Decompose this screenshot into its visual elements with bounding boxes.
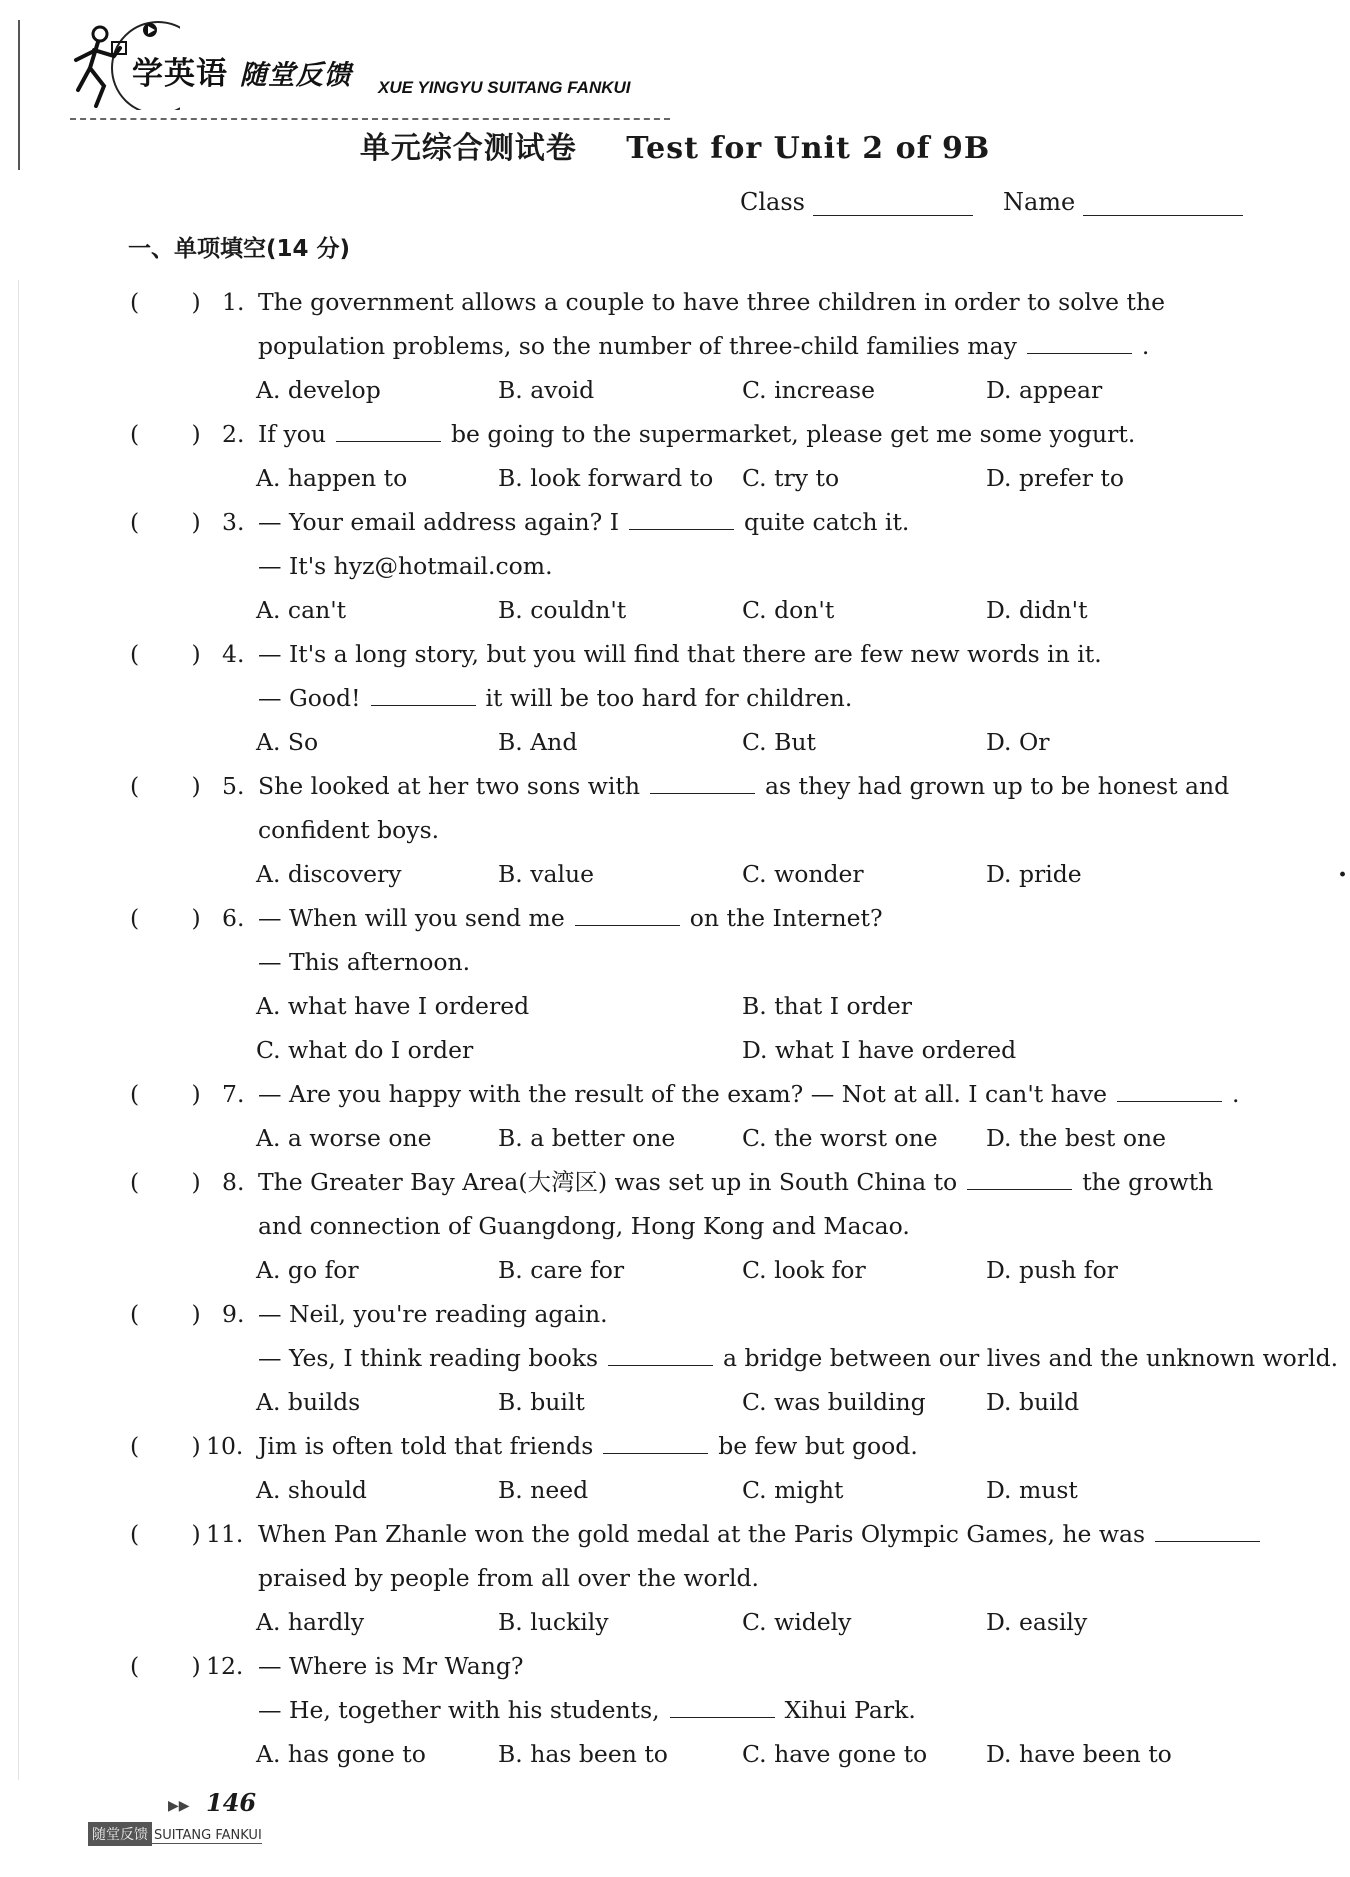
brand-title-en: XUE YINGYU SUITANG FANKUI [378, 78, 631, 97]
option-choice[interactable]: B. luckily [498, 1608, 609, 1636]
question-text-segment: — Are you happy with the result of the exam? — Not at all. I can't have [258, 1080, 1108, 1108]
option-choice[interactable]: B. that I order [742, 992, 913, 1020]
question-text-segment: on the Internet? [689, 904, 883, 932]
question-line [0, 634, 1350, 674]
question-number: 2. [222, 420, 245, 448]
option-choice[interactable]: A. So [256, 728, 319, 756]
question-text-segment: it will be too hard for children. [485, 684, 853, 712]
option-choice[interactable]: A. happen to [256, 464, 408, 492]
option-choice[interactable]: D. Or [986, 728, 1050, 756]
question-text [258, 326, 1149, 366]
question-text-segment: — Yes, I think reading books [258, 1344, 599, 1372]
option-choice[interactable]: C. what do I order [256, 1036, 474, 1064]
header-divider [70, 118, 670, 120]
question-text-segment: praised by people from all over the world. [258, 1564, 759, 1592]
answer-parentheses[interactable]: ( ) [130, 904, 201, 932]
question-text-segment: If you [258, 420, 327, 448]
section-heading: 一、单项填空(14 分) [128, 236, 351, 262]
option-choice[interactable]: D. prefer to [986, 464, 1125, 492]
question-text [258, 1294, 608, 1334]
options-row [0, 1734, 1350, 1774]
answer-blank [1117, 1075, 1222, 1102]
options-row [0, 1382, 1350, 1422]
option-choice[interactable]: D. easily [986, 1608, 1088, 1636]
answer-parentheses[interactable]: ( ) [130, 772, 201, 800]
option-choice[interactable]: A. builds [256, 1388, 361, 1416]
answer-blank [1027, 327, 1132, 354]
page-title [0, 123, 1350, 167]
options-row [0, 370, 1350, 410]
option-choice[interactable]: B. couldn't [498, 596, 627, 624]
option-choice[interactable]: C. try to [742, 464, 840, 492]
answer-parentheses[interactable]: ( ) [130, 1652, 201, 1680]
option-choice[interactable]: A. hardly [256, 1608, 365, 1636]
question-text-segment: — When will you send me [258, 904, 565, 932]
question-text [258, 546, 553, 586]
question-text [258, 414, 1135, 454]
brand-title-cn: 学英语 [132, 56, 228, 92]
answer-blank [629, 503, 734, 530]
question-line [0, 1206, 1350, 1246]
option-choice[interactable]: D. the best one [986, 1124, 1167, 1152]
question-text [258, 898, 883, 938]
option-choice[interactable]: A. a worse one [256, 1124, 432, 1152]
brand-title [132, 48, 352, 93]
answer-blank [650, 767, 755, 794]
page-title-cn: 单元综合测试卷 [359, 131, 577, 166]
footer-arrow-icon: ▶▶ [168, 1798, 190, 1814]
question-line [0, 1162, 1350, 1202]
question-text [258, 1074, 1240, 1114]
question-number: 4. [222, 640, 245, 668]
question-line [0, 1074, 1350, 1114]
answer-parentheses[interactable]: ( ) [130, 1520, 201, 1548]
answer-parentheses[interactable]: ( ) [130, 1432, 201, 1460]
question-text [258, 1162, 1213, 1202]
question-text-segment: Xihui Park. [784, 1696, 916, 1724]
answer-parentheses[interactable]: ( ) [130, 1080, 201, 1108]
question-text [258, 1646, 524, 1686]
options-row [0, 1030, 1350, 1070]
question-line [0, 898, 1350, 938]
question-text [258, 1690, 916, 1730]
question-text [258, 1514, 1270, 1554]
option-choice[interactable]: A. develop [256, 376, 381, 404]
answer-blank [967, 1163, 1072, 1190]
question-number: 8. [222, 1168, 245, 1196]
options-row [0, 722, 1350, 762]
question-line [0, 282, 1350, 322]
question-number: 12. [206, 1652, 244, 1680]
option-choice[interactable]: B. has been to [498, 1740, 668, 1768]
option-choice[interactable]: B. a better one [498, 1124, 676, 1152]
answer-parentheses[interactable]: ( ) [130, 1300, 201, 1328]
option-choice[interactable]: B. need [498, 1476, 589, 1504]
option-choice[interactable]: A. can't [256, 596, 347, 624]
option-choice[interactable]: B. And [498, 728, 578, 756]
question-text [258, 1206, 910, 1246]
option-choice[interactable]: A. discovery [256, 860, 402, 888]
answer-blank [336, 415, 441, 442]
option-choice[interactable]: C. have gone to [742, 1740, 928, 1768]
answer-parentheses[interactable]: ( ) [130, 1168, 201, 1196]
question-line [0, 1426, 1350, 1466]
option-choice[interactable]: C. wonder [742, 860, 864, 888]
options-row [0, 986, 1350, 1026]
question-text-segment: quite catch it. [744, 508, 910, 536]
question-text-segment: — Neil, you're reading again. [258, 1300, 608, 1328]
question-text-segment: Jim is often told that friends [258, 1432, 594, 1460]
question-text-segment: The Greater Bay Area(大湾区) was set up in South China to [258, 1168, 958, 1196]
question-text-segment: — It's hyz@hotmail.com. [258, 552, 553, 580]
question-line [0, 502, 1350, 542]
options-row [0, 854, 1350, 894]
option-choice[interactable]: D. push for [986, 1256, 1118, 1284]
question-text-segment: and connection of Guangdong, Hong Kong and Macao. [258, 1212, 910, 1240]
name-label: Name [1002, 188, 1076, 216]
question-line [0, 546, 1350, 586]
question-number: 3. [222, 508, 245, 536]
question-text-segment: — He, together with his students, [258, 1696, 660, 1724]
answer-parentheses[interactable]: ( ) [130, 508, 201, 536]
option-choice[interactable]: C. But [742, 728, 816, 756]
option-choice[interactable]: B. look forward to [498, 464, 714, 492]
question-line [0, 766, 1350, 806]
footer-label [88, 1822, 262, 1846]
option-choice[interactable]: A. what have I ordered [256, 992, 530, 1020]
question-text-segment: population problems, so the number of three-child families may [258, 332, 1017, 360]
option-choice[interactable]: C. widely [742, 1608, 852, 1636]
option-choice[interactable]: B. avoid [498, 376, 595, 404]
question-number: 5. [222, 772, 245, 800]
question-text-segment: be going to the supermarket, please get me some yogurt. [451, 420, 1136, 448]
options-row [0, 1602, 1350, 1642]
answer-parentheses[interactable]: ( ) [130, 420, 201, 448]
question-text [258, 942, 470, 982]
question-line [0, 810, 1350, 850]
brand-subtitle-cn: 随堂反馈 [239, 60, 352, 91]
class-field[interactable] [813, 193, 973, 216]
name-field[interactable] [1083, 193, 1243, 216]
brand-header [70, 20, 670, 110]
page-title-en: Test for Unit 2 of 9B [626, 131, 991, 166]
option-choice[interactable]: A. has gone to [256, 1740, 426, 1768]
question-line [0, 1294, 1350, 1334]
option-choice[interactable]: C. look for [742, 1256, 866, 1284]
question-text-segment: She looked at her two sons with [258, 772, 641, 800]
question-text-segment: a bridge between our lives and the unknown world. [723, 1344, 1339, 1372]
option-choice[interactable]: A. should [256, 1476, 367, 1504]
question-line [0, 326, 1350, 366]
question-line [0, 942, 1350, 982]
option-choice[interactable]: D. must [986, 1476, 1078, 1504]
question-text [258, 810, 439, 850]
option-choice[interactable]: C. the worst one [742, 1124, 938, 1152]
answer-blank [603, 1427, 708, 1454]
question-line [0, 1558, 1350, 1598]
answer-blank [670, 1691, 775, 1718]
option-choice[interactable]: D. build [986, 1388, 1080, 1416]
options-row [0, 590, 1350, 630]
page-number: 146 [206, 1788, 257, 1817]
answer-blank [371, 679, 476, 706]
question-text-segment: — Good! [258, 684, 361, 712]
answer-blank [1155, 1515, 1260, 1542]
question-text [258, 678, 852, 718]
option-choice[interactable]: B. value [498, 860, 595, 888]
question-text [258, 1558, 759, 1598]
option-choice[interactable]: D. appear [986, 376, 1103, 404]
options-row [0, 1250, 1350, 1290]
option-choice[interactable]: D. pride [986, 860, 1082, 888]
question-text-segment: . [1232, 1080, 1240, 1108]
options-row [0, 458, 1350, 498]
footer-label-en: SUITANG FANKUI [154, 1828, 262, 1843]
question-text [258, 766, 1229, 806]
question-text-segment: — Where is Mr Wang? [258, 1652, 524, 1680]
option-choice[interactable]: D. what I have ordered [742, 1036, 1017, 1064]
question-number: 7. [222, 1080, 245, 1108]
question-line [0, 678, 1350, 718]
question-text-segment: — Your email address again? I [258, 508, 620, 536]
question-text [258, 502, 909, 542]
student-info [740, 188, 1273, 216]
question-number: 9. [222, 1300, 245, 1328]
question-line [0, 1514, 1350, 1554]
page-edge-marks: · [1338, 860, 1348, 890]
question-text-segment: . [1141, 332, 1150, 360]
option-choice[interactable]: D. have been to [986, 1740, 1172, 1768]
question-text [258, 282, 1165, 322]
option-choice[interactable]: D. didn't [986, 596, 1088, 624]
question-line [0, 1338, 1350, 1378]
answer-parentheses[interactable]: ( ) [130, 288, 201, 316]
answer-parentheses[interactable]: ( ) [130, 640, 201, 668]
question-line [0, 414, 1350, 454]
class-label: Class [740, 188, 805, 216]
question-line [0, 1646, 1350, 1686]
question-number: 10. [206, 1432, 244, 1460]
question-text-segment: The government allows a couple to have three children in order to solve the [258, 288, 1166, 316]
footer-label-cn: 随堂反馈 [88, 1822, 152, 1846]
option-choice[interactable]: A. go for [256, 1256, 359, 1284]
option-choice[interactable]: C. don't [742, 596, 835, 624]
question-text-segment: — It's a long story, but you will find that there are few new words in it. [258, 640, 1102, 668]
option-choice[interactable]: B. care for [498, 1256, 625, 1284]
question-text-segment: — This afternoon. [258, 948, 471, 976]
option-choice[interactable]: C. increase [742, 376, 876, 404]
options-row [0, 1470, 1350, 1510]
question-text [258, 1426, 918, 1466]
question-text [258, 1338, 1338, 1378]
answer-blank [575, 899, 680, 926]
question-number: 11. [206, 1520, 244, 1548]
question-number: 6. [222, 904, 245, 932]
question-text-segment: be few but good. [718, 1432, 918, 1460]
option-choice[interactable]: C. might [742, 1476, 844, 1504]
question-text-segment: confident boys. [258, 816, 440, 844]
answer-blank [608, 1339, 713, 1366]
option-choice[interactable]: B. built [498, 1388, 585, 1416]
option-choice[interactable]: C. was building [742, 1388, 926, 1416]
question-line [0, 1690, 1350, 1730]
question-text-segment: the growth [1082, 1168, 1214, 1196]
question-text-segment: When Pan Zhanle won the gold medal at the Paris Olympic Games, he was [258, 1520, 1146, 1548]
question-number: 1. [222, 288, 245, 316]
question-text-segment: as they had grown up to be honest and [765, 772, 1230, 800]
options-row [0, 1118, 1350, 1158]
question-text [258, 634, 1102, 674]
